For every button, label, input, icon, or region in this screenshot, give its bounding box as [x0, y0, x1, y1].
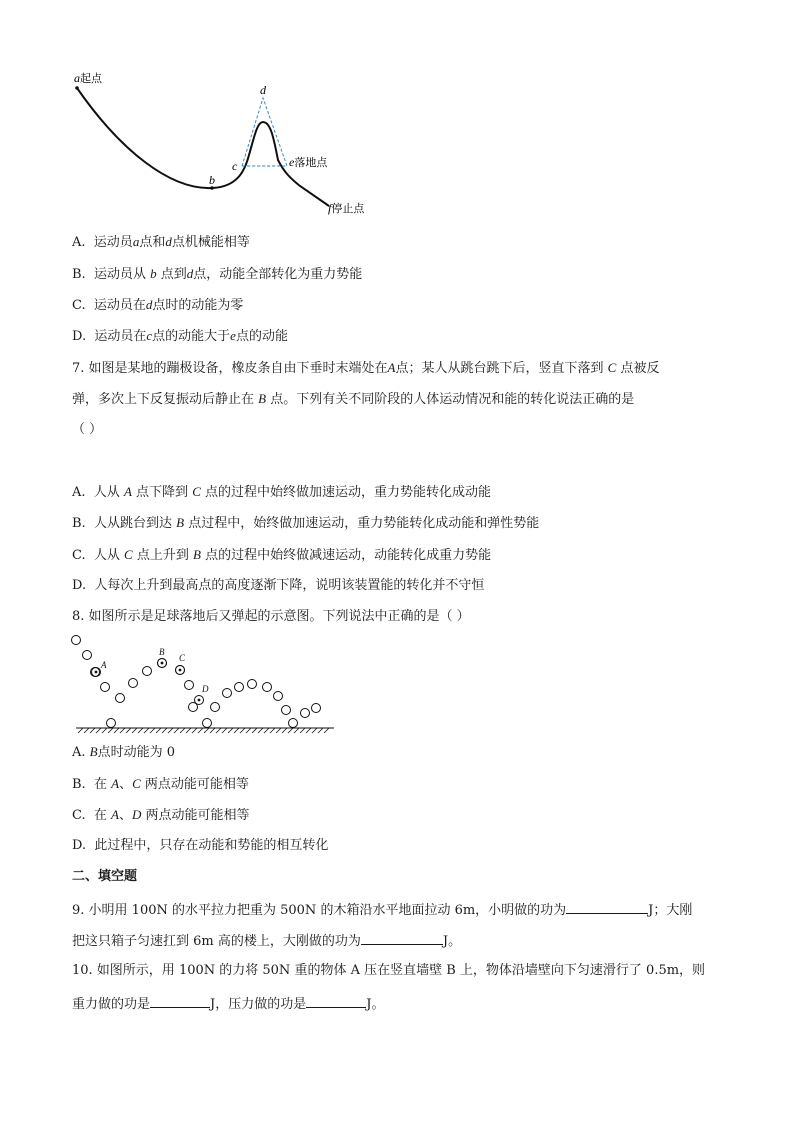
label-a: a起点 — [74, 71, 102, 85]
point-c-center — [179, 669, 182, 672]
q7-option-b: B. 人从跳台到达 B 点过程中，始终做加速运动，重力势能转化成动能和弹性势能 — [72, 515, 540, 531]
q7-answer-paren: （ ） — [72, 422, 103, 437]
football-bounce-figure — [70, 630, 340, 735]
section-title: 二、填空题 — [72, 869, 138, 884]
label-e: e落地点 — [289, 155, 328, 169]
label-f: f停止点 — [328, 201, 365, 215]
q10-line1: 10. 如图所示，用 100N 的力将 50N 重的物体 A 压在竖直墙壁 B 上，物体沿墙壁向下匀速滑行了 0.5m，则 — [72, 963, 706, 978]
ball — [203, 719, 212, 728]
q9-answer-blank-2[interactable] — [361, 931, 443, 945]
ball — [282, 706, 291, 715]
ball — [72, 636, 81, 645]
ball — [274, 692, 283, 701]
ball — [143, 667, 152, 676]
q10-answer-blank-1[interactable] — [150, 994, 210, 1008]
ball — [101, 683, 110, 692]
q8-stem: 8. 如图所示是足球落地后又弹起的示意图。下列说法中正确的是（ ） — [72, 609, 470, 624]
ball — [185, 681, 194, 690]
label-d: d — [260, 83, 266, 97]
ball — [116, 694, 125, 703]
q10-line2: 重力做的功是 J，压力做的功是 J。 — [72, 994, 384, 1014]
q8-option-d: D. 此过程中，只存在动能和势能的相互转化 — [72, 838, 329, 853]
q6-option-a: A. 运动员a点和d点机械能相等 — [72, 234, 250, 250]
q7-stem-line1: 7. 如图是某地的蹦极设备，橡皮条自由下垂时末端处在A点；某人从跳台跳下后，竖直下落到 C 点被反 — [72, 360, 660, 376]
track-curve — [77, 88, 329, 206]
label-D: D — [202, 684, 209, 694]
point-d-center — [198, 699, 201, 702]
q6-option-d: D. 运动员在c点的动能大于e点的动能 — [72, 328, 288, 344]
q6-option-c: C. 运动员在d点时的动能为零 — [72, 297, 244, 313]
q10-answer-blank-2[interactable] — [306, 994, 366, 1008]
q9-line1: 9. 小明用 100N 的水平拉力把重为 500N 的木箱沿水平地面拉动 6m，小明做的功为 J；大刚 — [72, 900, 692, 920]
q9-answer-blank-1[interactable] — [566, 900, 648, 914]
q8-option-a: A. B点时动能为 0 — [72, 744, 176, 760]
ball — [312, 704, 321, 713]
point-a-center — [95, 671, 98, 674]
point-b-center — [161, 662, 164, 665]
q8-option-b: B. 在 A、C 两点动能可能相等 — [72, 776, 249, 792]
label-B: B — [159, 647, 165, 657]
ball — [248, 680, 257, 689]
ball — [235, 683, 244, 692]
q7-stem-line2: 弹，多次上下反复振动后静止在 B 点。下列有关不同阶段的人体运动情况和能的转化说法正确的是 — [72, 391, 635, 407]
q8-option-c: C. 在 A、D 两点动能可能相等 — [72, 807, 250, 823]
ball — [223, 689, 232, 698]
q7-option-d: D. 人每次上升到最高点的高度逐渐下降，说明该装置能的转化并不守恒 — [72, 578, 485, 593]
ball — [211, 703, 220, 712]
label-b: b — [209, 173, 215, 187]
q6-option-b: B. 运动员从 b 点到d点，动能全部转化为重力势能 — [72, 266, 363, 282]
ball — [301, 709, 310, 718]
ball — [129, 679, 138, 688]
q7-option-a: A. 人从 A 点下降到 C 点的过程中始终做加速运动，重力势能转化成动能 — [72, 484, 492, 500]
ball — [107, 719, 116, 728]
label-A: A — [101, 660, 107, 670]
label-c: c — [232, 159, 238, 173]
ball — [83, 651, 92, 660]
q9-line2: 把这只箱子匀速扛到 6m 高的楼上，大刚做的功为 J。 — [72, 931, 461, 951]
ski-track-figure — [60, 60, 400, 230]
ground-hatching — [78, 728, 329, 733]
point-a-dot — [75, 86, 79, 90]
ball — [289, 719, 298, 728]
ball — [263, 683, 272, 692]
label-C: C — [179, 653, 186, 663]
q7-option-c: C. 人从 C 点上升到 B 点的过程中始终做减速运动，动能转化成重力势能 — [72, 547, 492, 563]
